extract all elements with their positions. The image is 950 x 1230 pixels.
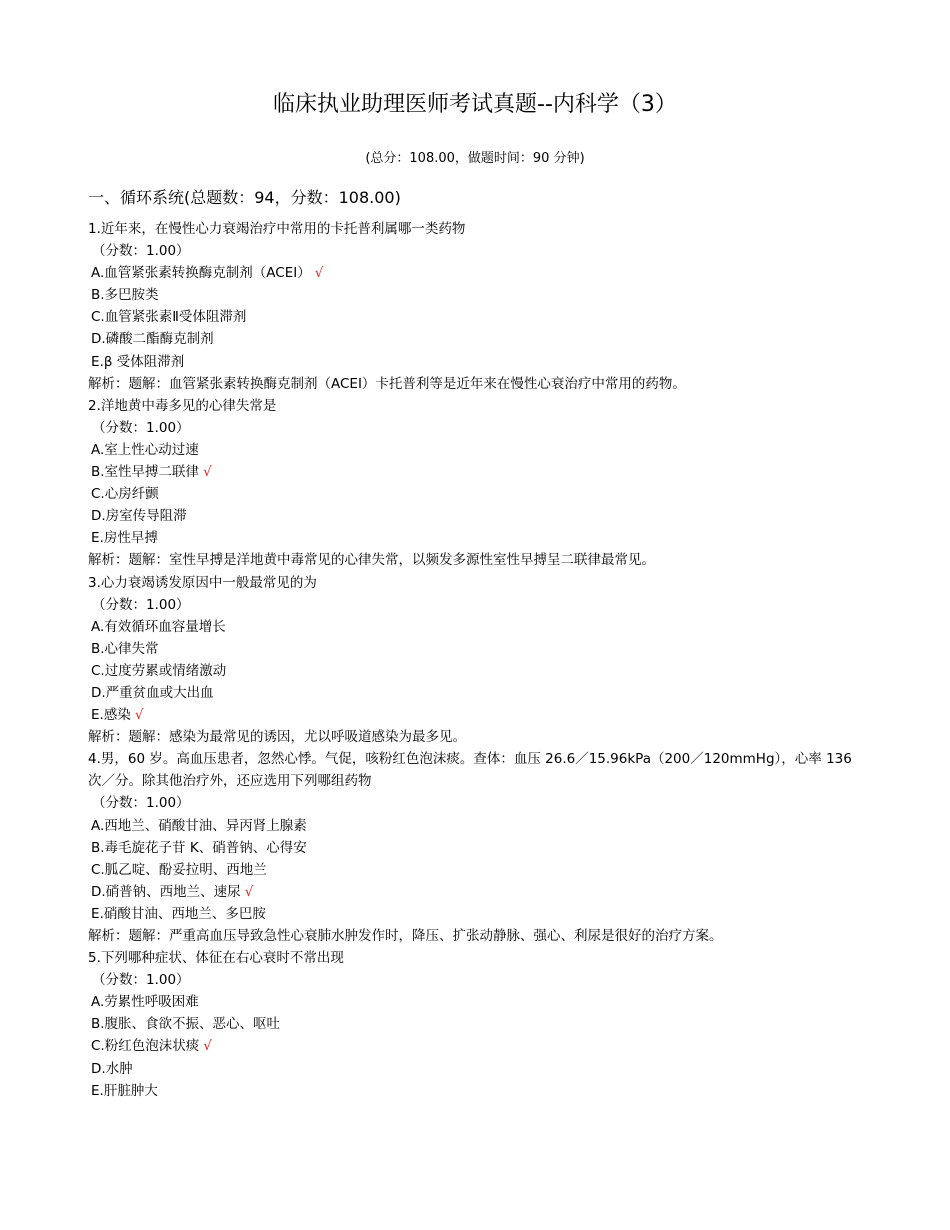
answer-option [88, 660, 868, 682]
answer-option-text: C.过度劳累或情绪激动 [91, 662, 227, 679]
question-block [88, 748, 868, 947]
answer-option-text: B.腹胀、食欲不振、恶心、呕吐 [91, 1016, 281, 1033]
answer-option [88, 682, 868, 704]
answer-option-text: B.多巴胺类 [91, 287, 159, 304]
answer-option [88, 1035, 868, 1057]
answer-option [88, 1058, 868, 1080]
answer-option-text: B.室性早搏二联律 [91, 464, 200, 481]
answer-option [88, 351, 868, 373]
document-title: 临床执业助理医师考试真题--内科学（3） [273, 92, 677, 117]
answer-option [88, 505, 868, 527]
answer-option-text: C.血管紧张素Ⅱ受体阻滞剂 [91, 309, 247, 326]
answer-option [88, 903, 868, 925]
answer-option-text: D.水肿 [91, 1060, 133, 1077]
answer-option-text: C.胍乙啶、酚妥拉明、西地兰 [91, 861, 267, 878]
answer-option [88, 439, 868, 461]
answer-option [88, 306, 868, 328]
section-heading: 一、循环系统(总题数：94，分数：108.00) [88, 188, 401, 207]
answer-option-text: A.有效循环血容量增长 [91, 618, 226, 635]
answer-option-text: B.毒毛旋花子苷 K、硝普钠、心得安 [91, 839, 307, 856]
answer-option [88, 461, 868, 483]
answer-option [88, 815, 868, 837]
question-list [88, 218, 868, 1102]
answer-option [88, 859, 868, 881]
question-stem: 1.近年来，在慢性心力衰竭治疗中常用的卡托普利属哪一类药物 [88, 221, 466, 237]
question-stem: 5.下列哪种症状、体征在右心衰时不常出现 [88, 950, 344, 967]
question-stem: 4.男，60 岁。高血压患者，忽然心悸。气促，咳粉红色泡沫痰。查体：血压 26.6／15.96kPa（200／120mmHg），心率 136 次／分。除其他治疗外，还应选用下列哪组药物 [88, 751, 852, 790]
answer-option-text: E.房性早搏 [91, 530, 158, 547]
answer-option [88, 837, 868, 859]
document-subtitle: (总分：108.00，做题时间：90 分钟) [365, 151, 585, 166]
answer-option [88, 328, 868, 350]
answer-option [88, 616, 868, 638]
answer-option [88, 991, 868, 1013]
answer-explanation: 解析：题解：严重高血压导致急性心衰肺水肿发作时，降压、扩张动静脉、强心、利尿是很好的治疗方案。 [88, 928, 723, 944]
answer-option-text: D.磷酸二酯酶克制剂 [91, 331, 214, 348]
answer-option-text: C.粉红色泡沫状痰 [91, 1038, 200, 1055]
answer-option-text: E.β 受体阻滞剂 [91, 353, 185, 370]
answer-option-text: D.硝普钠、西地兰、速尿 [91, 883, 241, 900]
answer-option [88, 527, 868, 549]
answer-explanation: 解析：题解：室性早搏是洋地黄中毒常见的心律失常，以频发多源性室性早搏呈二联律最常见。 [88, 552, 655, 569]
answer-option-text: E.肝脏肿大 [91, 1082, 158, 1099]
answer-option-text: D.严重贫血或大出血 [91, 684, 214, 701]
answer-option-text: D.房室传导阻滞 [91, 508, 187, 525]
answer-option [88, 284, 868, 306]
answer-option [88, 483, 868, 505]
answer-explanation: 解析：题解：血管紧张素转换酶克制剂（ACEI）卡托普利等是近年来在慢性心衰治疗中常用的药物。 [88, 375, 686, 392]
answer-option [88, 638, 868, 660]
answer-option-text: C.心房纤颤 [91, 486, 159, 503]
question-stem: 2.洋地黄中毒多见的心律失常是 [88, 397, 277, 414]
answer-option-text: A.劳累性呼吸困难 [91, 994, 199, 1011]
question-block [88, 947, 868, 1102]
answer-option-text: A.室上性心动过速 [91, 441, 199, 458]
answer-option-text: E.硝酸甘油、西地兰、多巴胺 [91, 905, 266, 922]
question-block [88, 572, 868, 749]
question-score: （分数：1.00） [92, 596, 190, 613]
question-stem: 3.心力衰竭诱发原因中一般最常见的为 [88, 574, 317, 591]
answer-option [88, 881, 868, 903]
question-block [88, 395, 868, 572]
answer-option [88, 1013, 868, 1035]
answer-option-text: A.血管紧张素转换酶克制剂（ACEI） [91, 265, 311, 282]
correct-check-icon: √ [134, 707, 144, 724]
correct-check-icon: √ [203, 1038, 212, 1055]
answer-option [88, 1080, 868, 1102]
answer-option-text: B.心律失常 [91, 640, 159, 657]
question-score: （分数：1.00） [92, 243, 190, 260]
correct-check-icon: √ [203, 464, 212, 481]
answer-option [88, 262, 868, 284]
answer-explanation: 解析：题解：感染为最常见的诱因，尤以呼吸道感染为最多见。 [88, 729, 466, 746]
answer-option-text: A.西地兰、硝酸甘油、异丙肾上腺素 [91, 817, 307, 834]
correct-check-icon: √ [314, 265, 324, 282]
question-score: （分数：1.00） [92, 419, 190, 436]
answer-option-text: E.感染 [91, 707, 131, 724]
question-block [88, 218, 868, 395]
answer-option [88, 704, 868, 726]
question-score: （分数：1.00） [92, 795, 190, 812]
question-score: （分数：1.00） [92, 972, 190, 989]
correct-check-icon: √ [244, 883, 254, 900]
